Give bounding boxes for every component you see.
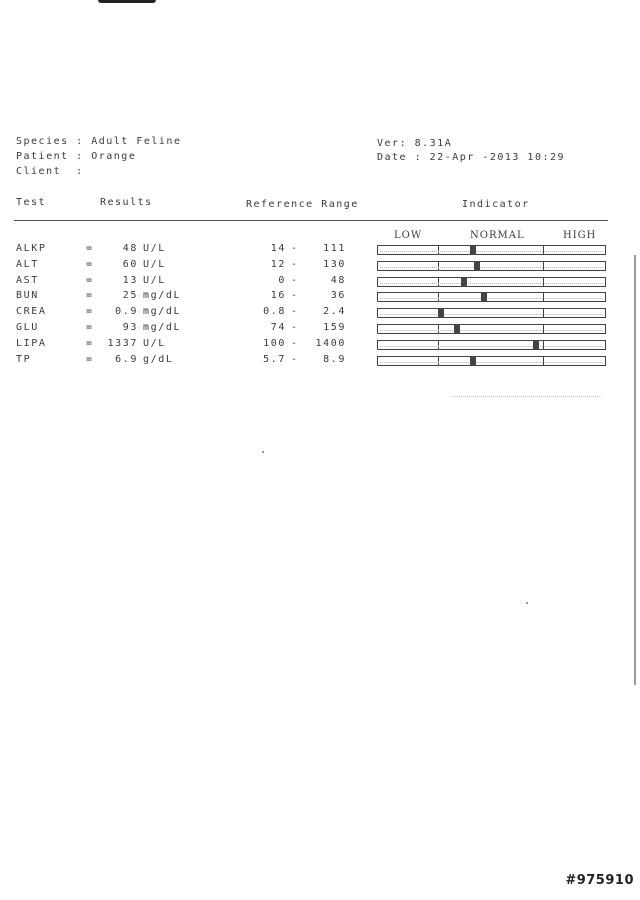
test-name: GLU — [16, 322, 39, 333]
indicator-high-divider — [543, 309, 544, 317]
test-name: AST — [16, 275, 39, 286]
reference-low: 12 — [270, 259, 286, 270]
range-dash: - — [291, 290, 299, 301]
result-unit: g/dL — [143, 354, 174, 365]
indicator-bar — [377, 292, 606, 302]
range-dash: - — [291, 243, 299, 254]
indicator-marker — [454, 325, 460, 333]
indicator-bar — [377, 308, 606, 318]
indicator-low-divider — [438, 341, 439, 349]
equals-sign: = — [86, 290, 94, 301]
scan-speck — [262, 451, 264, 453]
date-value: 22-Apr -2013 10:29 — [429, 152, 566, 163]
client-label: Client — [16, 166, 62, 177]
date-label: Date — [377, 152, 408, 163]
column-reference-range: Reference Range — [246, 199, 359, 210]
indicator-low-divider — [438, 293, 439, 301]
column-results: Results — [100, 197, 153, 208]
indicator-track — [380, 362, 603, 363]
indicator-high-divider — [543, 341, 544, 349]
version-value: 8.31A — [414, 138, 453, 149]
test-name: BUN — [16, 290, 39, 301]
species-line: Species : Adult Feline — [16, 136, 182, 147]
indicator-track — [380, 314, 603, 315]
equals-sign: = — [86, 243, 94, 254]
reference-high: 159 — [323, 322, 346, 333]
result-unit: U/L — [143, 243, 166, 254]
range-dash: - — [291, 322, 299, 333]
result-value: 0.9 — [115, 306, 138, 317]
indicator-low-divider — [438, 262, 439, 270]
reference-high: 130 — [323, 259, 346, 270]
indicator-marker — [438, 309, 444, 317]
indicator-high-label: HIGH — [563, 230, 597, 241]
patient-label: Patient — [16, 151, 69, 162]
reference-high: 111 — [323, 243, 346, 254]
reference-high: 2.4 — [323, 306, 346, 317]
column-indicator: Indicator — [462, 199, 530, 210]
result-unit: U/L — [143, 338, 166, 349]
reference-low: 74 — [270, 322, 286, 333]
patient-value: Orange — [91, 151, 137, 162]
result-value: 25 — [122, 290, 138, 301]
indicator-track — [380, 251, 603, 252]
result-unit: U/L — [143, 275, 166, 286]
document-stamp: #975910 — [565, 873, 634, 888]
indicator-track — [380, 267, 603, 268]
patient-line: Patient : Orange — [16, 151, 137, 162]
indicator-bar — [377, 324, 606, 334]
result-value: 60 — [122, 259, 138, 270]
test-name: ALKP — [16, 243, 47, 254]
result-value: 93 — [122, 322, 138, 333]
indicator-high-divider — [543, 325, 544, 333]
indicator-high-divider — [543, 246, 544, 254]
test-name: CREA — [16, 306, 47, 317]
indicator-bar — [377, 245, 606, 255]
indicator-track — [380, 330, 603, 331]
result-unit: U/L — [143, 259, 166, 270]
test-name: ALT — [16, 259, 39, 270]
reference-low: 5.7 — [263, 354, 286, 365]
range-dash: - — [291, 354, 299, 365]
header-rule — [14, 220, 608, 221]
date-line: Date : 22-Apr -2013 10:29 — [377, 152, 566, 163]
test-name: LIPA — [16, 338, 47, 349]
result-value: 48 — [122, 243, 138, 254]
equals-sign: = — [86, 354, 94, 365]
scan-speck — [526, 602, 528, 604]
reference-low: 14 — [270, 243, 286, 254]
equals-sign: = — [86, 275, 94, 286]
indicator-high-divider — [543, 262, 544, 270]
indicator-track — [380, 346, 603, 347]
reference-low: 0 — [278, 275, 286, 286]
indicator-low-divider — [438, 278, 439, 286]
version-line: Ver: 8.31A — [377, 138, 453, 149]
reference-low: 16 — [270, 290, 286, 301]
test-name: TP — [16, 354, 32, 365]
indicator-high-divider — [543, 293, 544, 301]
indicator-marker — [461, 278, 467, 286]
indicator-low-divider — [438, 246, 439, 254]
indicator-bar — [377, 356, 606, 366]
indicator-marker — [470, 357, 476, 365]
scan-artifact-edge — [634, 255, 636, 685]
reference-low: 100 — [263, 338, 286, 349]
reference-low: 0.8 — [263, 306, 286, 317]
indicator-high-divider — [543, 278, 544, 286]
reference-high: 1400 — [315, 338, 346, 349]
range-dash: - — [291, 259, 299, 270]
result-value: 6.9 — [115, 354, 138, 365]
faint-scan-line — [452, 396, 602, 398]
range-dash: - — [291, 306, 299, 317]
indicator-low-divider — [438, 357, 439, 365]
scan-artifact-top — [98, 0, 156, 3]
indicator-bar — [377, 261, 606, 271]
indicator-low-divider — [438, 325, 439, 333]
indicator-marker — [470, 246, 476, 254]
reference-high: 48 — [330, 275, 346, 286]
client-line: Client : — [16, 166, 92, 177]
result-unit: mg/dL — [143, 290, 182, 301]
reference-high: 36 — [330, 290, 346, 301]
indicator-track — [380, 298, 603, 299]
column-test: Test — [16, 197, 47, 208]
indicator-track — [380, 283, 603, 284]
range-dash: - — [291, 338, 299, 349]
equals-sign: = — [86, 322, 94, 333]
indicator-bar — [377, 340, 606, 350]
reference-high: 8.9 — [323, 354, 346, 365]
version-label: Ver — [377, 138, 400, 149]
equals-sign: = — [86, 338, 94, 349]
indicator-marker — [481, 293, 487, 301]
indicator-marker — [474, 262, 480, 270]
indicator-low-label: LOW — [394, 230, 423, 241]
equals-sign: = — [86, 259, 94, 270]
indicator-high-divider — [543, 357, 544, 365]
result-unit: mg/dL — [143, 322, 182, 333]
species-value: Adult Feline — [91, 136, 182, 147]
result-value: 13 — [122, 275, 138, 286]
range-dash: - — [291, 275, 299, 286]
result-unit: mg/dL — [143, 306, 182, 317]
equals-sign: = — [86, 306, 94, 317]
indicator-marker — [533, 341, 539, 349]
indicator-normal-label: NORMAL — [470, 230, 525, 241]
result-value: 1337 — [107, 338, 138, 349]
species-label: Species — [16, 136, 69, 147]
indicator-bar — [377, 277, 606, 287]
